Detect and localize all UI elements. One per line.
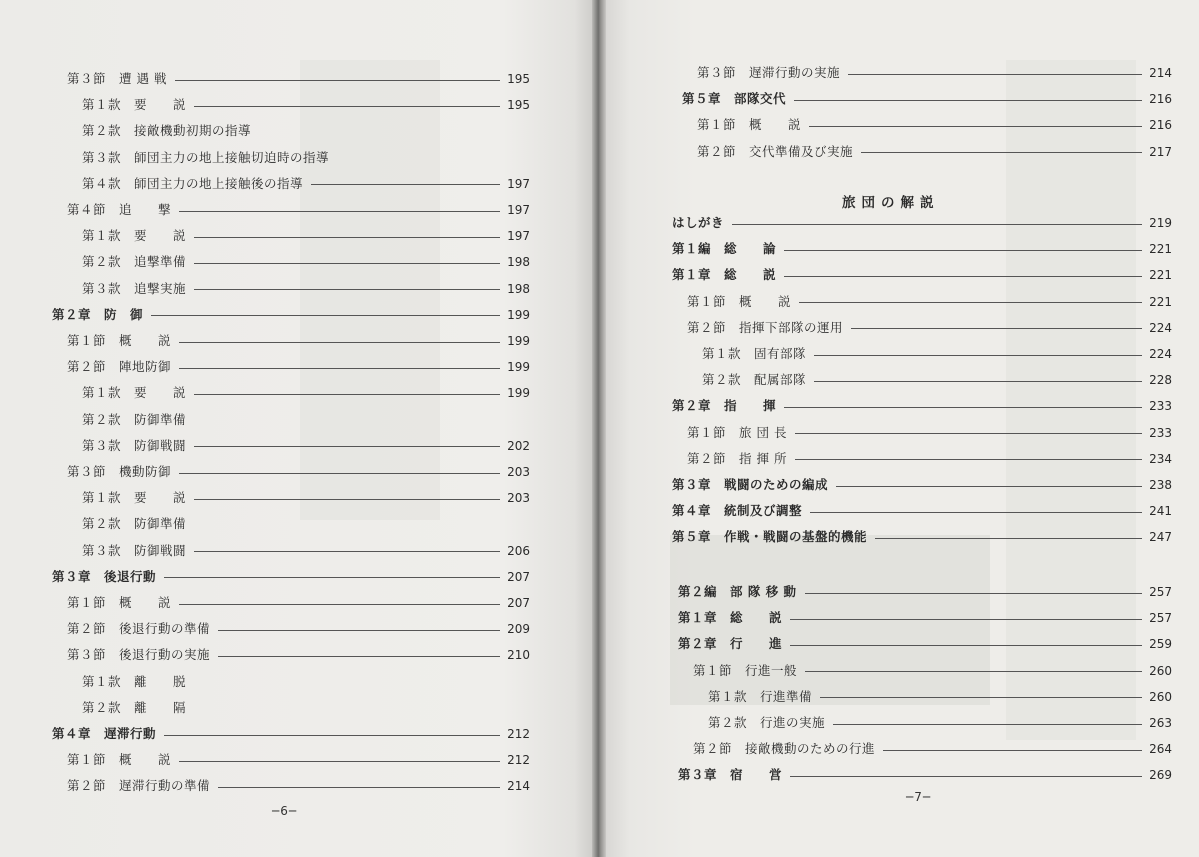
toc-entry-page: 209	[507, 622, 530, 637]
toc-entry	[67, 593, 530, 613]
toc-entry	[708, 687, 1172, 707]
toc-entry-label: 第２節 遅滞行動の準備	[67, 778, 211, 794]
toc-entry	[702, 370, 1172, 390]
toc-leader-line	[218, 787, 500, 788]
toc-entry	[82, 436, 530, 456]
toc-entry	[67, 750, 530, 770]
toc-entry-label: 第１款 固有部隊	[702, 346, 807, 361]
toc-entry-page: 263	[1149, 716, 1172, 730]
toc-leader-line	[814, 355, 1142, 356]
toc-entry-label: 第１款 要 説	[82, 385, 187, 401]
toc-leader-line	[861, 152, 1142, 153]
toc-entry	[687, 292, 1172, 312]
toc-leader-line	[795, 459, 1142, 460]
toc-entry-page: 259	[1149, 637, 1172, 652]
toc-entry-page: 233	[1149, 425, 1172, 440]
toc-entry-page: 221	[1149, 268, 1172, 283]
toc-entry	[82, 252, 530, 272]
toc-entry	[82, 410, 530, 430]
book-gutter	[592, 0, 606, 857]
toc-leader-line	[179, 761, 500, 762]
toc-entry	[82, 95, 530, 115]
toc-leader-line	[194, 289, 500, 290]
toc-entry	[672, 527, 1172, 547]
toc-leader-line	[794, 100, 1142, 101]
toc-entry-page: 224	[1149, 347, 1172, 361]
toc-entry	[672, 213, 1172, 233]
toc-entry-label: 第１節 概 説	[697, 117, 802, 133]
toc-entry-label: 第３節 遭 遇 戦	[67, 71, 167, 86]
toc-entry	[52, 567, 530, 587]
toc-entry	[82, 174, 530, 194]
toc-entry-label: 第３章 宿 営	[678, 767, 783, 783]
toc-leader-line	[836, 486, 1142, 487]
toc-entry	[672, 396, 1172, 416]
toc-entry-page: 212	[507, 727, 530, 741]
toc-entry-page: 221	[1149, 294, 1172, 309]
toc-leader-line	[732, 224, 1142, 225]
toc-entry-page: 198	[507, 281, 530, 296]
toc-leader-line	[790, 645, 1142, 646]
toc-entry	[82, 541, 530, 561]
toc-entry	[67, 462, 530, 482]
toc-entry-label: 第４款 師団主力の地上接触後の指導	[82, 175, 304, 191]
toc-entry-label: 第２節 交代準備及び実施	[697, 143, 854, 159]
toc-entry-label: 第２款 行進の実施	[708, 715, 826, 730]
toc-leader-line	[799, 302, 1142, 303]
toc-entry	[67, 645, 530, 665]
section-heading: 旅団の解説	[842, 195, 940, 211]
toc-entry-label: 第４節 追 撃	[67, 202, 172, 217]
toc-leader-line	[179, 211, 500, 212]
toc-leader-line	[814, 381, 1142, 382]
page-number-left: ─6─	[272, 804, 298, 818]
toc-leader-line	[194, 237, 500, 238]
toc-entry	[82, 121, 530, 141]
toc-entry-label: 第１節 行進一般	[693, 662, 798, 678]
toc-entry-label: 第１節 概 説	[67, 595, 172, 610]
toc-entry-label: はしがき	[672, 215, 725, 230]
toc-leader-line	[194, 446, 500, 447]
toc-leader-line	[790, 619, 1142, 620]
toc-entry	[693, 661, 1172, 681]
toc-entry-label: 第３節 機動防御	[67, 464, 172, 479]
toc-entry	[678, 608, 1172, 628]
toc-entry-page: 197	[507, 176, 530, 191]
toc-entry-page: 195	[507, 98, 530, 113]
toc-entry-label: 第１章 総 説	[678, 610, 783, 626]
toc-entry-label: 第５章 部隊交代	[682, 91, 787, 107]
toc-entry-page: 203	[507, 465, 530, 479]
toc-entry-page: 219	[1149, 216, 1172, 230]
toc-entry-page: 247	[1149, 530, 1172, 545]
toc-entry	[82, 148, 530, 168]
toc-leader-line	[218, 656, 500, 657]
toc-entry	[82, 698, 530, 718]
toc-entry-label: 第３款 防御戦闘	[82, 437, 187, 453]
toc-entry-page: 199	[507, 307, 530, 322]
toc-entry-page: 216	[1149, 118, 1172, 133]
toc-entry-label: 第１節 概 説	[67, 752, 172, 768]
toc-entry-page: 207	[507, 596, 530, 610]
toc-leader-line	[790, 776, 1142, 777]
toc-leader-line	[194, 106, 500, 107]
toc-entry-label: 第３款 師団主力の地上接触切迫時の指導	[82, 149, 330, 165]
toc-entry-label: 第１款 要 説	[82, 228, 187, 244]
toc-leader-line	[809, 126, 1142, 127]
toc-entry-page: 260	[1149, 663, 1172, 678]
toc-entry-label: 第２款 追撃準備	[82, 254, 187, 270]
toc-entry	[687, 423, 1172, 443]
toc-entry-label: 第１款 要 説	[82, 490, 187, 506]
toc-leader-line	[784, 407, 1142, 408]
toc-leader-line	[311, 184, 500, 185]
toc-entry-label: 第５章 作戦・戦闘の基盤的機能	[672, 529, 868, 545]
toc-entry-page: 264	[1149, 742, 1172, 757]
toc-entry-label: 第１章 総 説	[672, 267, 777, 283]
toc-entry-label: 第１款 離 脱	[82, 673, 187, 689]
toc-leader-line	[218, 630, 500, 631]
toc-leader-line	[805, 671, 1142, 672]
toc-entry-label: 第２編 部 隊 移 動	[678, 584, 797, 599]
toc-entry-page: 257	[1149, 585, 1172, 599]
toc-entry-label: 第３款 追撃実施	[82, 280, 187, 296]
toc-leader-line	[194, 263, 500, 264]
toc-leader-line	[194, 499, 500, 500]
toc-entry-label: 第２節 陣地防御	[67, 359, 172, 375]
toc-entry-label: 第２節 指 揮 所	[687, 450, 787, 466]
toc-entry-label: 第２章 防 御	[52, 306, 144, 322]
toc-entry-label: 第３款 防御戦闘	[82, 542, 187, 558]
toc-entry	[697, 115, 1172, 135]
toc-leader-line	[175, 80, 500, 81]
toc-entry	[672, 475, 1172, 495]
toc-entry-page: 260	[1149, 689, 1172, 704]
toc-entry-label: 第２節 指揮下部隊の運用	[687, 319, 844, 335]
toc-entry-label: 第３章 後退行動	[52, 568, 157, 584]
toc-entry-label: 第２節 接敵機動のための行進	[693, 741, 876, 757]
toc-entry	[67, 357, 530, 377]
toc-leader-line	[833, 724, 1142, 725]
toc-entry-page: 214	[1149, 66, 1172, 80]
toc-entry-label: 第１款 要 説	[82, 97, 187, 113]
toc-entry-label: 第１節 旅 団 長	[687, 424, 787, 440]
toc-entry	[708, 713, 1172, 733]
toc-entry-page: 269	[1149, 768, 1172, 783]
toc-entry	[82, 226, 530, 246]
toc-entry	[697, 142, 1172, 162]
toc-entry-page: 206	[507, 543, 530, 558]
toc-leader-line	[784, 250, 1142, 251]
toc-entry	[67, 331, 530, 351]
toc-entry-page: 224	[1149, 320, 1172, 335]
toc-entry-label: 第２款 防御準備	[82, 516, 187, 532]
toc-entry-page: 234	[1149, 451, 1172, 466]
toc-entry	[67, 200, 530, 220]
toc-entry-label: 第２章 指 揮	[672, 398, 777, 414]
toc-entry-page: 199	[507, 334, 530, 348]
toc-entry	[672, 239, 1172, 259]
toc-entry-page: 216	[1149, 92, 1172, 107]
toc-leader-line	[805, 593, 1142, 594]
toc-entry	[678, 582, 1172, 602]
toc-entry	[672, 265, 1172, 285]
toc-entry-label: 第４章 遅滞行動	[52, 726, 157, 741]
toc-entry-label: 第２款 防御準備	[82, 411, 187, 427]
toc-entry-page: 233	[1149, 399, 1172, 414]
page-number-right: ─7─	[906, 790, 932, 804]
toc-entry-label: 第１節 概 説	[67, 333, 172, 348]
toc-entry-label: 第２款 配属部隊	[702, 372, 807, 388]
toc-entry-label: 第３節 遅滞行動の実施	[697, 65, 841, 80]
toc-entry-label: 第２款 接敵機動初期の指導	[82, 123, 252, 139]
toc-entry	[682, 89, 1172, 109]
toc-entry	[67, 776, 530, 796]
toc-leader-line	[810, 512, 1142, 513]
toc-entry	[687, 449, 1172, 469]
toc-entry-page: 238	[1149, 478, 1172, 492]
toc-entry-page: 228	[1149, 373, 1172, 388]
toc-entry-page: 257	[1149, 611, 1172, 626]
toc-leader-line	[179, 368, 500, 369]
right-page	[606, 0, 1199, 857]
toc-leader-line	[151, 315, 500, 316]
toc-leader-line	[795, 433, 1142, 434]
toc-entry	[82, 672, 530, 692]
toc-entry	[678, 634, 1172, 654]
toc-entry-page: 197	[507, 203, 530, 217]
toc-entry-label: 第３節 後退行動の実施	[67, 647, 211, 663]
toc-leader-line	[179, 473, 500, 474]
toc-entry-label: 第３章 戦闘のための編成	[672, 477, 829, 492]
toc-entry-label: 第２章 行 進	[678, 636, 783, 652]
toc-leader-line	[194, 394, 500, 395]
toc-entry	[82, 383, 530, 403]
toc-entry	[702, 344, 1172, 364]
toc-leader-line	[848, 74, 1142, 75]
toc-entry	[672, 501, 1172, 521]
toc-entry-label: 第２款 離 隔	[82, 699, 187, 715]
toc-entry	[52, 724, 530, 744]
toc-entry-page: 197	[507, 229, 530, 244]
toc-entry	[67, 69, 530, 89]
toc-leader-line	[851, 328, 1142, 329]
toc-leader-line	[179, 342, 500, 343]
toc-entry	[52, 305, 530, 325]
toc-entry-label: 第１款 行進準備	[708, 688, 813, 704]
toc-entry-page: 217	[1149, 144, 1172, 159]
toc-entry-page: 198	[507, 255, 530, 270]
toc-entry-page: 210	[507, 648, 530, 663]
toc-leader-line	[179, 604, 500, 605]
toc-leader-line	[164, 577, 500, 578]
toc-entry-page: 195	[507, 72, 530, 86]
toc-entry-page: 199	[507, 360, 530, 375]
toc-leader-line	[883, 750, 1142, 751]
toc-entry	[693, 739, 1172, 759]
toc-entry	[82, 514, 530, 534]
toc-entry	[67, 619, 530, 639]
toc-entry-page: 221	[1149, 242, 1172, 257]
toc-leader-line	[194, 551, 500, 552]
toc-entry	[678, 765, 1172, 785]
toc-entry-page: 214	[507, 779, 530, 794]
toc-leader-line	[875, 538, 1142, 539]
toc-entry-page: 199	[507, 386, 530, 401]
toc-entry-label: 第１節 概 説	[687, 293, 792, 309]
toc-entry-page: 212	[507, 753, 530, 768]
toc-entry	[687, 318, 1172, 338]
toc-entry-label: 第１編 総 論	[672, 241, 777, 257]
toc-entry-page: 207	[507, 569, 530, 584]
toc-entry-label: 第４章 統制及び調整	[672, 503, 803, 519]
left-page	[0, 0, 592, 857]
toc-entry	[82, 488, 530, 508]
toc-leader-line	[820, 697, 1142, 698]
toc-leader-line	[164, 735, 500, 736]
toc-entry	[697, 63, 1172, 83]
toc-entry	[82, 279, 530, 299]
toc-entry-label: 第２節 後退行動の準備	[67, 621, 211, 637]
toc-leader-line	[784, 276, 1142, 277]
toc-entry-page: 202	[507, 438, 530, 453]
toc-entry-page: 241	[1149, 504, 1172, 519]
toc-entry-page: 203	[507, 491, 530, 506]
